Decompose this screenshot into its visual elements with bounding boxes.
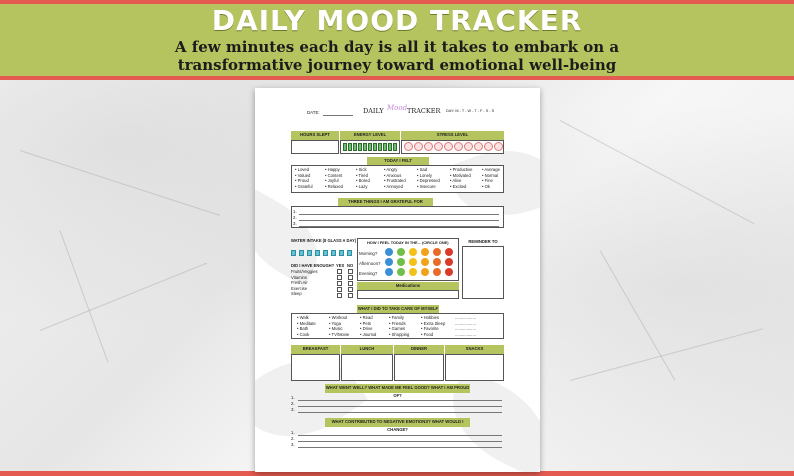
marble-vein bbox=[60, 230, 109, 362]
self-care-item: • Read bbox=[360, 315, 373, 320]
yes-label: YES bbox=[336, 263, 345, 268]
reminder-box bbox=[462, 246, 504, 299]
water-glass-icon bbox=[307, 250, 312, 256]
feeling-item: • Normal bbox=[482, 172, 499, 178]
no-checkbox bbox=[348, 287, 353, 292]
morning-label: Morning? bbox=[359, 251, 378, 256]
feeling-item: • Tired bbox=[356, 172, 368, 178]
enough-item: Sleep bbox=[291, 291, 302, 297]
feeling-item: • Content bbox=[325, 172, 343, 178]
self-care-item: • Bath bbox=[297, 326, 309, 332]
self-care-item: • Extra Sleep bbox=[421, 320, 446, 326]
stress-swirl-icon bbox=[494, 142, 503, 151]
sad-face-icon bbox=[385, 258, 393, 266]
energy-level-header: ENERGY LEVEL bbox=[340, 131, 400, 140]
stress-level-header: STRESS LEVEL bbox=[401, 131, 504, 140]
smile-face-icon bbox=[409, 248, 417, 256]
lunch-header: LUNCH bbox=[341, 345, 393, 354]
smile-face-icon bbox=[409, 258, 417, 266]
self-care-item: • Friends bbox=[389, 320, 406, 326]
yes-checkbox bbox=[337, 269, 342, 274]
angry-face-icon bbox=[445, 268, 453, 276]
self-care-item: • Music bbox=[329, 326, 343, 332]
marble-vein bbox=[40, 263, 207, 331]
no-checkbox bbox=[348, 293, 353, 298]
self-care-column bbox=[297, 315, 316, 337]
enough-list bbox=[291, 269, 318, 297]
battery-icon bbox=[368, 143, 372, 151]
feeling-item: • Angry bbox=[384, 167, 398, 172]
smile-face-icon bbox=[409, 268, 417, 276]
grateful-box bbox=[291, 206, 504, 228]
negative-number-3: 3. bbox=[291, 442, 295, 447]
sad-face-icon bbox=[385, 268, 393, 276]
logo-daily: DAILY bbox=[363, 107, 384, 115]
feeling-item: • Frustrated bbox=[384, 178, 406, 184]
feeling-item: • Alive bbox=[450, 178, 462, 184]
water-glass-icon bbox=[315, 250, 320, 256]
upset-face-icon bbox=[433, 258, 441, 266]
day-label: DAY: M - T - W - T - F - S - S bbox=[446, 109, 495, 113]
grateful-number-2: 2. bbox=[293, 215, 297, 220]
grin-face-icon bbox=[421, 248, 429, 256]
enough-label: DID I HAVE ENOUGH? bbox=[291, 263, 335, 268]
hours-slept-header: HOURS SLEPT bbox=[291, 131, 339, 140]
battery-icon bbox=[373, 143, 377, 151]
no-checkbox bbox=[348, 281, 353, 286]
enough-item: Fruits/Veggies bbox=[291, 269, 318, 274]
battery-icon bbox=[358, 143, 362, 151]
self-care-column bbox=[360, 315, 376, 337]
feeling-item: • Relaxed bbox=[325, 183, 343, 189]
snacks-header: SNACKS bbox=[445, 345, 504, 354]
marble-vein bbox=[570, 328, 763, 381]
feeling-item: • Motivated bbox=[450, 172, 471, 178]
water-glass-icon bbox=[299, 250, 304, 256]
battery-icon bbox=[343, 143, 347, 151]
how-i-feel-header: HOW I FEEL TODAY IN THE... (CIRCLE ONE) bbox=[367, 240, 449, 245]
today-i-felt-header: TODAY I FELT bbox=[367, 157, 429, 165]
feelings-column bbox=[356, 167, 370, 189]
dinner-box bbox=[394, 354, 444, 381]
feelings-column bbox=[325, 167, 343, 189]
no-label: NO bbox=[347, 263, 354, 268]
negative-emotions-header: WHAT CONTRIBUTED TO NEGATIVE EMOTIONS? WHAT WOULD I CHANGE? bbox=[325, 418, 470, 427]
date-label: DATE: bbox=[307, 110, 320, 115]
battery-icon bbox=[378, 143, 382, 151]
angry-face-icon bbox=[445, 258, 453, 266]
banner-subtitle-line1: A few minutes each day is all it takes to embark on a bbox=[174, 38, 620, 56]
self-care-item: .................. bbox=[455, 320, 476, 326]
self-care-item: • Food bbox=[421, 331, 434, 337]
water-glass-icon bbox=[291, 250, 296, 256]
feeling-item: • Sad bbox=[417, 167, 428, 172]
medications-header: Medications bbox=[357, 282, 459, 290]
battery-icon bbox=[393, 143, 397, 151]
water-glass-icon bbox=[323, 250, 328, 256]
battery-icon bbox=[383, 143, 387, 151]
feelings-column bbox=[384, 167, 406, 189]
grateful-header: THREE THINGS I AM GRATEFUL FOR bbox=[338, 198, 433, 206]
self-care-item: .................. bbox=[455, 326, 476, 332]
feeling-item: • Lazy bbox=[356, 183, 368, 189]
battery-icon bbox=[348, 143, 352, 151]
hours-slept-box bbox=[291, 140, 339, 154]
yes-checkbox bbox=[337, 287, 342, 292]
self-care-item: .................. bbox=[455, 331, 476, 337]
marble-vein bbox=[20, 150, 220, 216]
stress-swirl-icon bbox=[444, 142, 453, 151]
enough-item: Exercise bbox=[291, 285, 308, 291]
marble-vein bbox=[560, 120, 755, 224]
stress-swirl-icon bbox=[484, 142, 493, 151]
afternoon-label: Afternoon? bbox=[359, 261, 381, 266]
self-care-item: • Drive bbox=[360, 326, 373, 332]
stress-swirl-icon bbox=[434, 142, 443, 151]
feelings-column bbox=[482, 167, 500, 189]
self-care-item: • Journal bbox=[360, 331, 377, 337]
feeling-item: • Sick bbox=[356, 167, 367, 172]
date-line bbox=[323, 115, 353, 116]
medications-box bbox=[357, 290, 459, 299]
went-well-line bbox=[298, 412, 502, 413]
mood-tracker-sheet bbox=[255, 88, 540, 472]
water-glass-icon bbox=[339, 250, 344, 256]
grateful-line bbox=[299, 220, 499, 221]
stress-swirl-icon bbox=[414, 142, 423, 151]
battery-icon bbox=[388, 143, 392, 151]
neutral-face-icon bbox=[397, 248, 405, 256]
reminder-header: REMINDER TO bbox=[468, 239, 498, 244]
logo-tracker: TRACKER bbox=[407, 107, 441, 115]
feeling-item: • Fine bbox=[482, 178, 493, 184]
self-care-item: • Games bbox=[389, 326, 406, 332]
self-care-item: .................. bbox=[455, 315, 476, 320]
grin-face-icon bbox=[421, 268, 429, 276]
stress-swirl-icon bbox=[454, 142, 463, 151]
feeling-item: • Lonely bbox=[417, 172, 432, 178]
feeling-item: • Anxious bbox=[384, 172, 402, 178]
yes-checkbox bbox=[337, 293, 342, 298]
breakfast-box bbox=[291, 354, 340, 381]
self-care-item: • Shopping bbox=[389, 331, 410, 337]
feeling-item: • Productive bbox=[450, 167, 473, 172]
negative-line bbox=[298, 441, 502, 442]
banner-subtitle-line2: transformative journey toward emotional well-being bbox=[177, 56, 617, 74]
neutral-face-icon bbox=[397, 258, 405, 266]
self-care-column bbox=[329, 315, 349, 337]
banner-subtitle bbox=[0, 38, 794, 74]
grateful-number-3: 3. bbox=[293, 221, 297, 226]
feeling-item: • Grateful bbox=[295, 183, 313, 189]
went-well-number-2: 2. bbox=[291, 401, 295, 406]
stress-swirl-icon bbox=[464, 142, 473, 151]
self-care-item: • Yoga bbox=[329, 320, 341, 326]
went-well-line bbox=[298, 400, 502, 401]
stress-swirl-icon bbox=[404, 142, 413, 151]
feeling-item: • Excited bbox=[450, 183, 467, 189]
feeling-item: • Average bbox=[482, 167, 500, 172]
upset-face-icon bbox=[433, 268, 441, 276]
self-care-item: • Cook bbox=[297, 331, 310, 337]
negative-line bbox=[298, 435, 502, 436]
breakfast-header: BREAKFAST bbox=[291, 345, 340, 354]
self-care-item: • Workout bbox=[329, 315, 348, 320]
angry-face-icon bbox=[445, 248, 453, 256]
feelings-column bbox=[295, 167, 313, 189]
feelings-column bbox=[450, 167, 472, 189]
grateful-line bbox=[299, 214, 499, 215]
went-well-number-3: 3. bbox=[291, 407, 295, 412]
enough-item: Fresh Air bbox=[291, 280, 308, 286]
went-well-number-1: 1. bbox=[291, 395, 295, 400]
self-care-header: WHAT I DID TO TAKE CARE OF MYSELF bbox=[357, 306, 439, 311]
went-well-header: WHAT WENT WELL? WHAT MADE ME FEEL GOOD? WHAT I AM PROUD OF? bbox=[325, 385, 470, 398]
negative-number-2: 2. bbox=[291, 436, 295, 441]
negative-line bbox=[298, 447, 502, 448]
feeling-item: • Happy bbox=[325, 167, 340, 172]
feelings-column bbox=[417, 167, 440, 189]
self-care-item: • TV/Movie bbox=[329, 331, 350, 337]
self-care-item: • Family bbox=[389, 315, 404, 320]
negative-number-1: 1. bbox=[291, 430, 295, 435]
feeling-item: • Loved bbox=[295, 167, 310, 172]
snacks-box bbox=[445, 354, 504, 381]
grateful-line bbox=[299, 226, 499, 227]
yes-checkbox bbox=[337, 275, 342, 280]
no-checkbox bbox=[348, 269, 353, 274]
self-care-column bbox=[421, 315, 445, 337]
evening-label: Evening? bbox=[359, 271, 378, 276]
self-care-column bbox=[389, 315, 409, 337]
water-intake-label: WATER INTAKE (8 GLASS A DAY) bbox=[291, 238, 357, 243]
stress-swirl-icon bbox=[474, 142, 483, 151]
feeling-item: • Depressed bbox=[417, 178, 440, 184]
stress-swirl-icon bbox=[424, 142, 433, 151]
self-care-item: • Walk bbox=[297, 315, 309, 320]
grateful-number-1: 1. bbox=[293, 209, 297, 214]
feeling-item: • Bored bbox=[356, 178, 370, 184]
self-care-item: • Favorite bbox=[421, 326, 439, 332]
enough-item: Vitamins bbox=[291, 274, 307, 280]
battery-icon bbox=[353, 143, 357, 151]
sad-face-icon bbox=[385, 248, 393, 256]
feeling-item: • Ok bbox=[482, 183, 490, 189]
lunch-box bbox=[341, 354, 393, 381]
yes-checkbox bbox=[337, 281, 342, 286]
neutral-face-icon bbox=[397, 268, 405, 276]
self-care-item: • Meditate bbox=[297, 320, 316, 326]
feeling-item: • Valued bbox=[295, 172, 311, 178]
banner-title: DAILY MOOD TRACKER bbox=[211, 4, 583, 37]
self-care-column bbox=[455, 315, 476, 337]
feeling-item: • Insecure bbox=[417, 183, 436, 189]
logo-mood: Mood bbox=[387, 104, 408, 112]
water-glass-icon bbox=[347, 250, 352, 256]
upset-face-icon bbox=[433, 248, 441, 256]
feeling-item: • Proud bbox=[295, 178, 309, 184]
battery-icon bbox=[363, 143, 367, 151]
feeling-item: • Joyful bbox=[325, 178, 339, 184]
went-well-line bbox=[298, 406, 502, 407]
grin-face-icon bbox=[421, 258, 429, 266]
no-checkbox bbox=[348, 275, 353, 280]
water-glass-icon bbox=[331, 250, 336, 256]
self-care-item: • Pets bbox=[360, 320, 372, 326]
self-care-item: • Hobbies bbox=[421, 315, 439, 320]
dinner-header: DINNER bbox=[394, 345, 444, 354]
feeling-item: • Annoyed bbox=[384, 183, 403, 189]
